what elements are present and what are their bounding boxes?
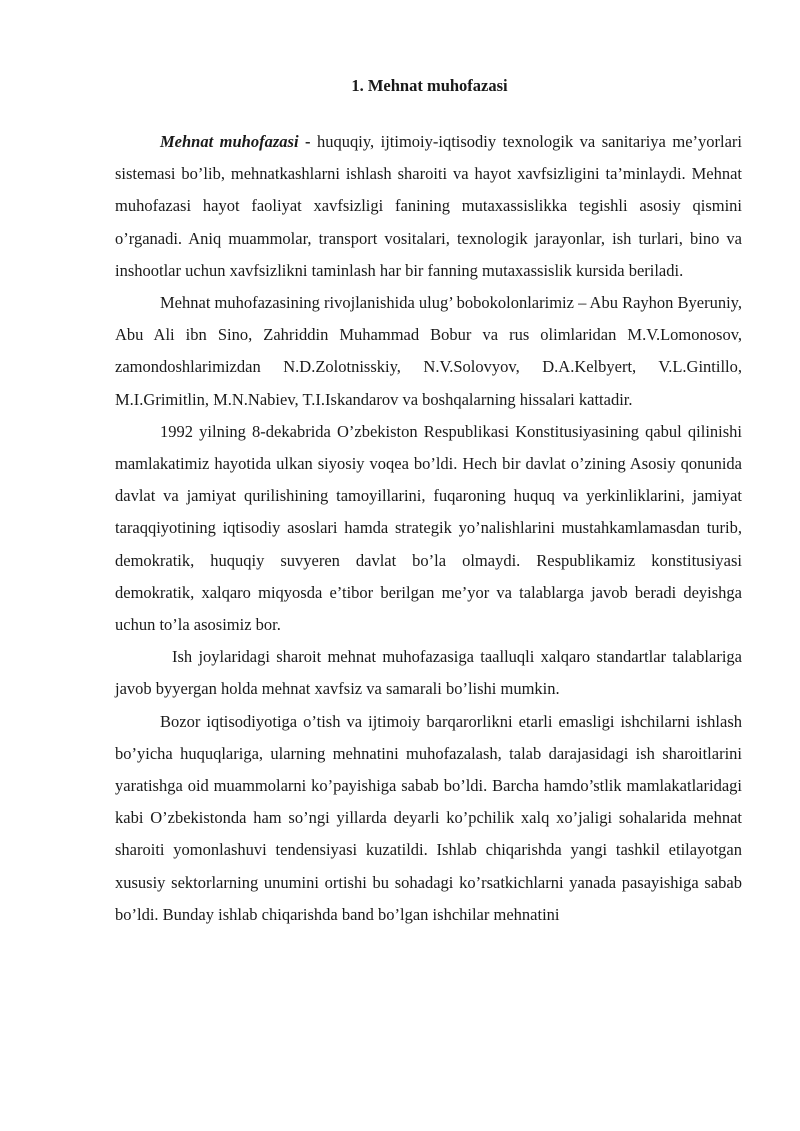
paragraph-market-economy: Bozor iqtisodiyotiga o’tish va ijtimoiy barqarorlikni etarli emasligi ishchilarni ishlash bo’yicha huquqlariga, ularning mehnatini muhofazalash, talab darajasidagi ish sharoitlarini yaratishga oid muammolarni ko’payishiga sabab bo’ldi. Barcha hamdo’stlik mamlakatlaridagi kabi O’zbekistonda ham so’ngi yillarda deyarli ko’pchilik xalq xo’jaligi sohalarida mehnat sharoiti yomonlashuvi tendensiyasi kuzatildi. Ishlab chiqarishda yangi tashkil etilayotgan xususiy sektorlarning unumini ortishi bu sohadagi ko’rsatkichlarni yanada pasayishiga sabab bo’ldi. Bunday ishlab chiqarishda band bo’lgan ishchilar mehnatini — [115, 711, 742, 924]
paragraph-constitution: 1992 yilning 8-dekabrida O’zbekiston Respublikasi Konstitusiyasining qabul qilinishi mamlakatimiz hayotida ulkan siyosiy voqea bo’ldi. Hech bir davlat o’zining Asosiy qonunida davlat va jamiyat qurilishining tamoyillarini, fuqaroning huquq va yerkinliklarini, jamiyat taraqqiyotining iqtisodiy asoslari hamda strategik yo’nalishlarini mustahkamlamasdan turib, demokratik, huquqiy suvyeren davlat bo’la olmaydi. Respublikamiz konstitusiyasi demokratik, xalqaro miqyosda e’tibor berilgan me’yor va talablarga javob beradi deyishga uchun to’la asosimiz bor. — [115, 421, 742, 635]
paragraph-intro — [115, 126, 742, 287]
document-page — [115, 74, 742, 931]
term-dash: - — [298, 132, 317, 151]
paragraph-workplace: Ish joylaridagi sharoit mehnat muhofazasiga taalluqli xalqaro standartlar talablariga javob byyergan holda mehnat xavfsiz va samarali bo’lishi mumkin. — [115, 647, 742, 699]
page-title: 1. Mehnat muhofazasi — [351, 76, 508, 95]
paragraph-contributors: Mehnat muhofazasining rivojlanishida ulug’ bobokolonlarimiz – Abu Rayhon Byeruniy, Abu Ali ibn Sino, Zahriddin Muhammad Bobur va rus olimlaridan M.V.Lomonosov, zamondoshlarimizdan N.D.Zolotnisskiy, N.V.Solovyov, D.A.Kelbyert, V.L.Gintillo, M.I.Grimitlin, M.N.Nabiev, T.I.Iskandarov va boshqalarning hissalari kattadir. — [115, 293, 742, 409]
defined-term: Mehnat muhofazasi — [160, 132, 299, 151]
intro-text: huquqiy, ijtimoiy-iqtisodiy texnologik va sanitariya me’yorlari sistemasi bo’lib, mehnatkashlarni ishlash sharoiti va hayot xavfsizligini ta’minlaydi. Mehnat muhofazasi hayot faoliyat xavfsizligi fanining mutaxassislikka tegishli asosiy qismini o’rganadi. Aniq muammolar, transport vositalari, texnologik jarayonlar, ish turlari, bino va inshootlar uchun xavfsizlikni taminlash har bir fanning mutaxassislik kursida beriladi. — [115, 132, 742, 280]
